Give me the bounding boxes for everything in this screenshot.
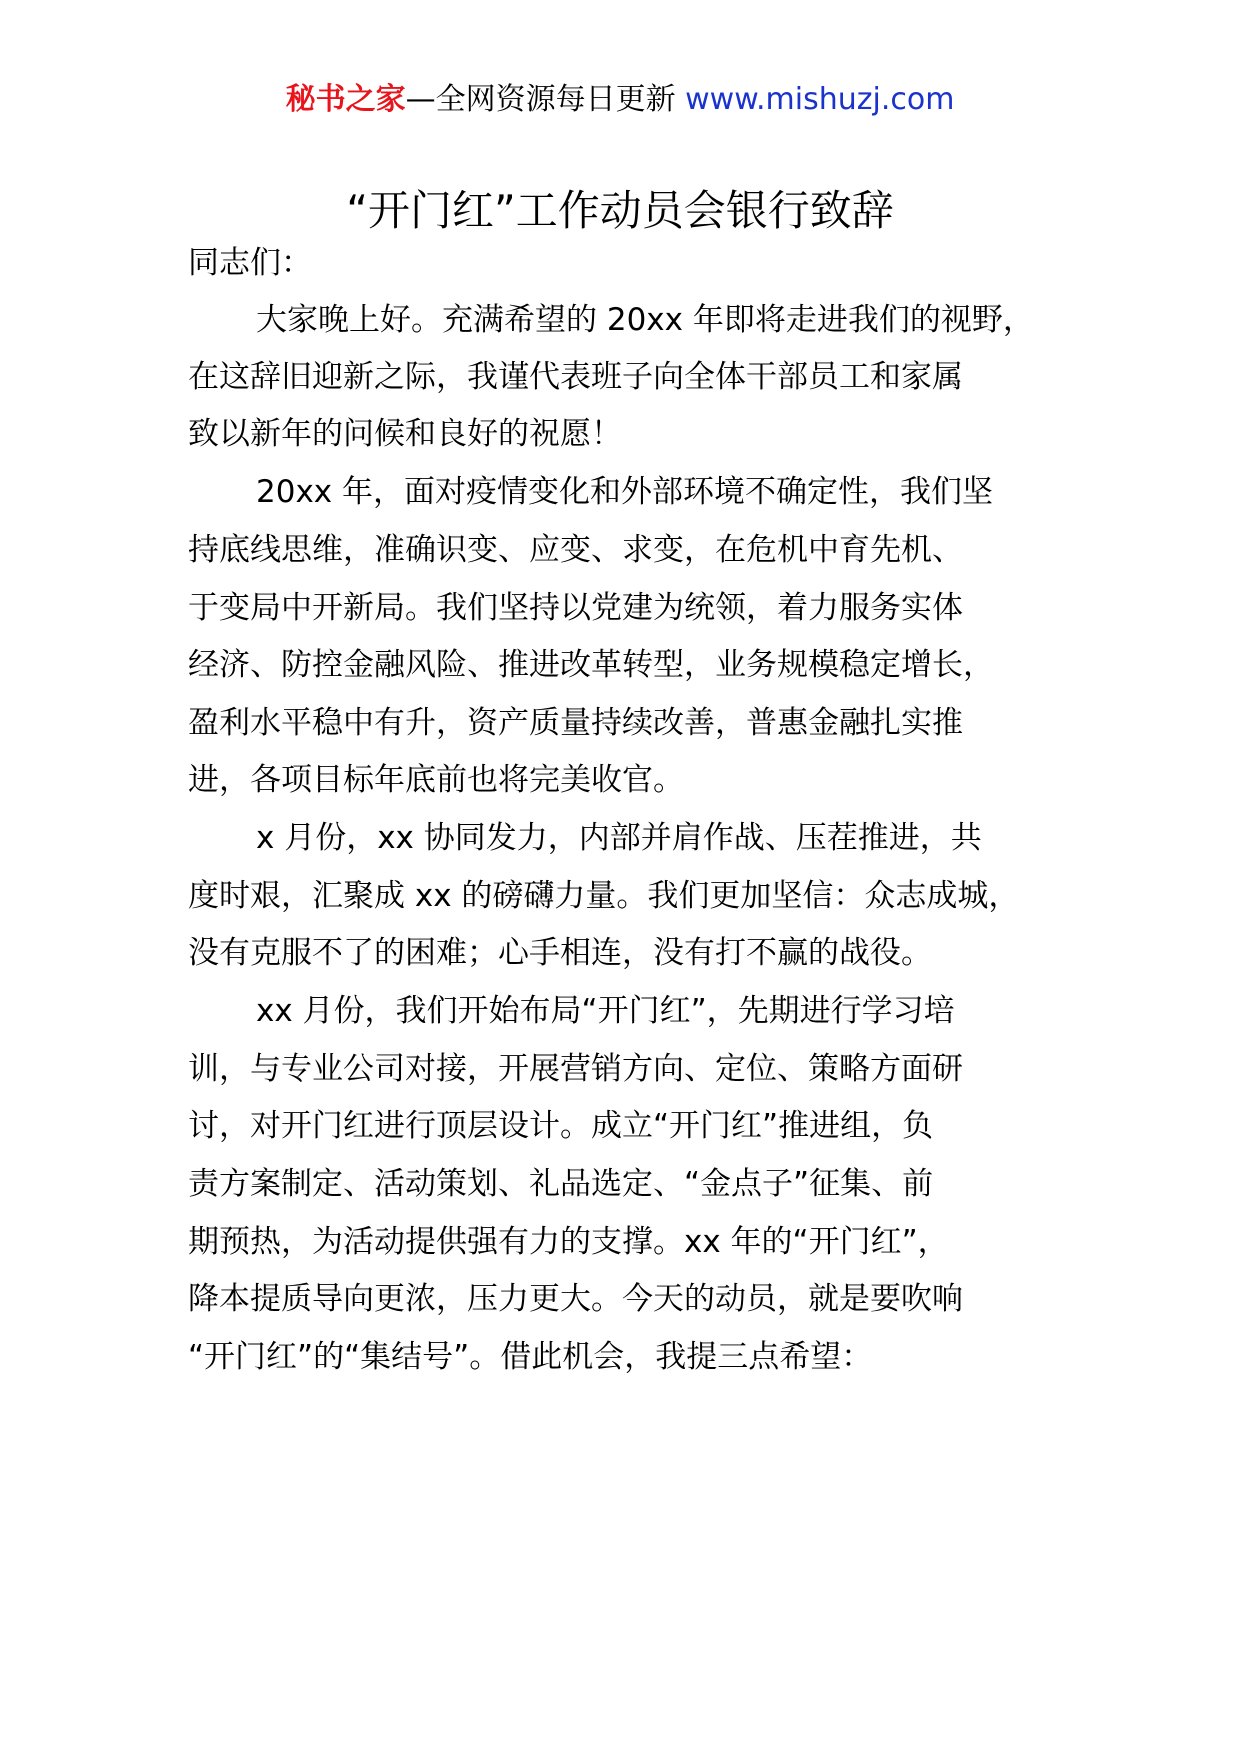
body-line: 没有克服不了的困难；心手相连，没有打不赢的战役。 [188,935,932,971]
body-line: 度时艰，汇聚成 xx 的磅礴力量。我们更加坚信：众志成城， [188,878,1020,914]
body-line: 在这辞旧迎新之际，我谨代表班子向全体干部员工和家属 [188,359,963,395]
salutation: 同志们： [188,245,312,281]
body-line: xx 月份，我们开始布局“开门红”，先期进行学习培 [256,993,955,1029]
body-line: 训，与专业公司对接，开展营销方向、定位、策略方面研 [188,1051,963,1087]
body-line: 进，各项目标年底前也将完美收官。 [188,762,684,798]
body-line: 持底线思维，准确识变、应变、求变，在危机中育先机、 [188,532,963,568]
body-line: 讨，对开门红进行顶层设计。成立“开门红”推进组，负 [188,1108,934,1144]
body-line: 大家晚上好。充满希望的 20xx 年即将走进我们的视野， [256,302,1034,338]
body-line: 20xx 年，面对疫情变化和外部环境不确定性，我们坚 [256,474,993,510]
body-line: 责方案制定、活动策划、礼品选定、“金点子”征集、前 [188,1166,934,1202]
site-slogan: —全网资源每日更新 [405,82,686,117]
body-line: 期预热，为活动提供强有力的支撑。xx 年的“开门红”， [188,1224,949,1260]
document-title: “开门红”工作动员会银行致辞 [346,186,894,235]
site-brand: 秘书之家 [285,82,406,117]
body-line: “开门红”的“集结号”。借此机会，我提三点希望： [188,1339,873,1375]
site-header [0,80,1240,120]
site-url-link[interactable]: www.mishuzj.com [685,82,955,117]
body-line: 经济、防控金融风险、推进改革转型，业务规模稳定增长， [188,647,994,683]
body-line: 盈利水平稳中有升，资产质量持续改善，普惠金融扎实推 [188,705,963,741]
body-line: 于变局中开新局。我们坚持以党建为统领，着力服务实体 [188,590,963,626]
body-line: 降本提质导向更浓，压力更大。今天的动员，就是要吹响 [188,1281,963,1317]
body-line: 致以新年的问候和良好的祝愿！ [188,416,622,452]
body-line: x 月份，xx 协同发力，内部并肩作战、压茬推进，共 [256,820,982,856]
